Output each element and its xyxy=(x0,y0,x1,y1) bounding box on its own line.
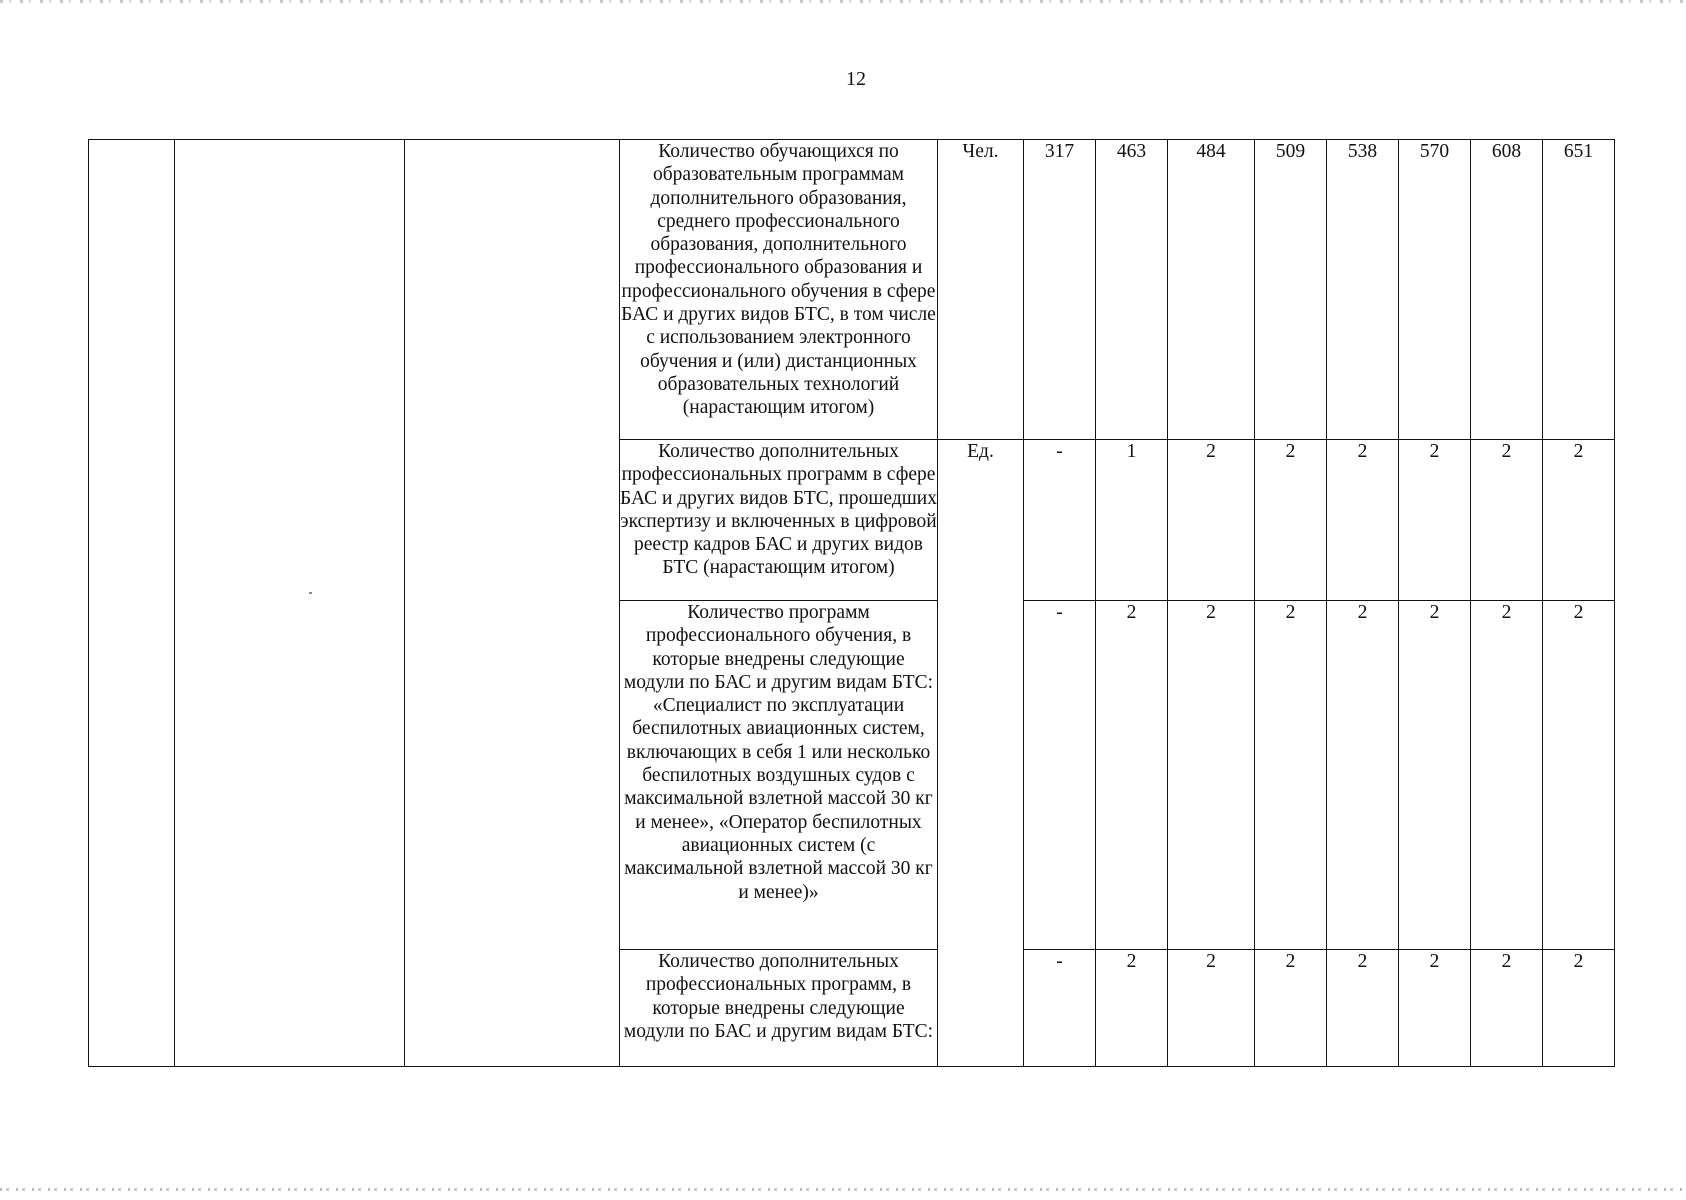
value-cell: 570 xyxy=(1399,140,1471,440)
value-cell: 2 xyxy=(1255,601,1327,950)
value-cell: 2 xyxy=(1168,601,1255,950)
page-number: 12 xyxy=(846,68,866,90)
value-cell: - xyxy=(1024,950,1096,1067)
value-cell: 2 xyxy=(1327,601,1399,950)
value-cell: 2 xyxy=(1399,601,1471,950)
indicator-cell: Количество обучающихся по образовательным программам дополнительного образования, среднего профессионального образования, дополнительного профессионального образования и профессионального обучения в сфере БАС и других видов БТС, в том числе с использованием электронного обучения и (или) дистанционных образовательных технологий (нарастающим итогом) xyxy=(620,140,938,440)
value-cell: 2 xyxy=(1255,440,1327,601)
value-cell: 1 xyxy=(1096,440,1168,601)
value-cell: - xyxy=(1024,440,1096,601)
unit-cell: Ед. xyxy=(938,440,1024,1067)
indicator-cell: Количество дополнительных профессиональных программ в сфере БАС и других видов БТС, прошедших экспертизу и включенных в цифровой реестр кадров БАС и других видов БТС (нарастающим итогом) xyxy=(620,440,938,601)
value-cell: 2 xyxy=(1399,440,1471,601)
value-cell: 317 xyxy=(1024,140,1096,440)
unit-cell: Чел. xyxy=(938,140,1024,440)
value-cell: 2 xyxy=(1096,601,1168,950)
scan-edge-bottom xyxy=(0,1188,1686,1191)
value-cell: 2 xyxy=(1471,950,1543,1067)
value-cell: 463 xyxy=(1096,140,1168,440)
value-cell: 2 xyxy=(1327,950,1399,1067)
value-cell: 608 xyxy=(1471,140,1543,440)
blank-cell-col3 xyxy=(405,140,620,1067)
value-cell: 2 xyxy=(1399,950,1471,1067)
value-cell: 2 xyxy=(1168,950,1255,1067)
value-cell: 2 xyxy=(1255,950,1327,1067)
value-cell: 2 xyxy=(1471,601,1543,950)
indicators-table xyxy=(88,139,1615,1067)
indicator-cell: Количество программ профессионального обучения, в которые внедрены следующие модули по БАС и другим видам БТС: «Специалист по эксплуатации беспилотных авиационных систем, включающих в себя 1 или несколько беспилотных воздушных судов с максимальной взлетной массой 30 кг и менее», «Оператор беспилотных авиационных систем (с максимальной взлетной массой 30 кг и менее)» xyxy=(620,601,938,950)
value-cell: 2 xyxy=(1168,440,1255,601)
value-cell: 2 xyxy=(1543,601,1615,950)
value-cell: 509 xyxy=(1255,140,1327,440)
value-cell: 651 xyxy=(1543,140,1615,440)
value-cell: 2 xyxy=(1543,950,1615,1067)
scan-edge-top xyxy=(0,0,1686,3)
value-cell: 538 xyxy=(1327,140,1399,440)
value-cell: 2 xyxy=(1471,440,1543,601)
table-row xyxy=(89,140,1615,440)
blank-cell-col2 xyxy=(175,140,405,1067)
value-cell: 2 xyxy=(1327,440,1399,601)
value-cell: 2 xyxy=(1543,440,1615,601)
blank-cell-col1 xyxy=(89,140,175,1067)
value-cell: 484 xyxy=(1168,140,1255,440)
indicator-cell: Количество дополнительных профессиональных программ, в которые внедрены следующие модули по БАС и другим видам БТС: xyxy=(620,950,938,1067)
value-cell: 2 xyxy=(1096,950,1168,1067)
value-cell: - xyxy=(1024,601,1096,950)
